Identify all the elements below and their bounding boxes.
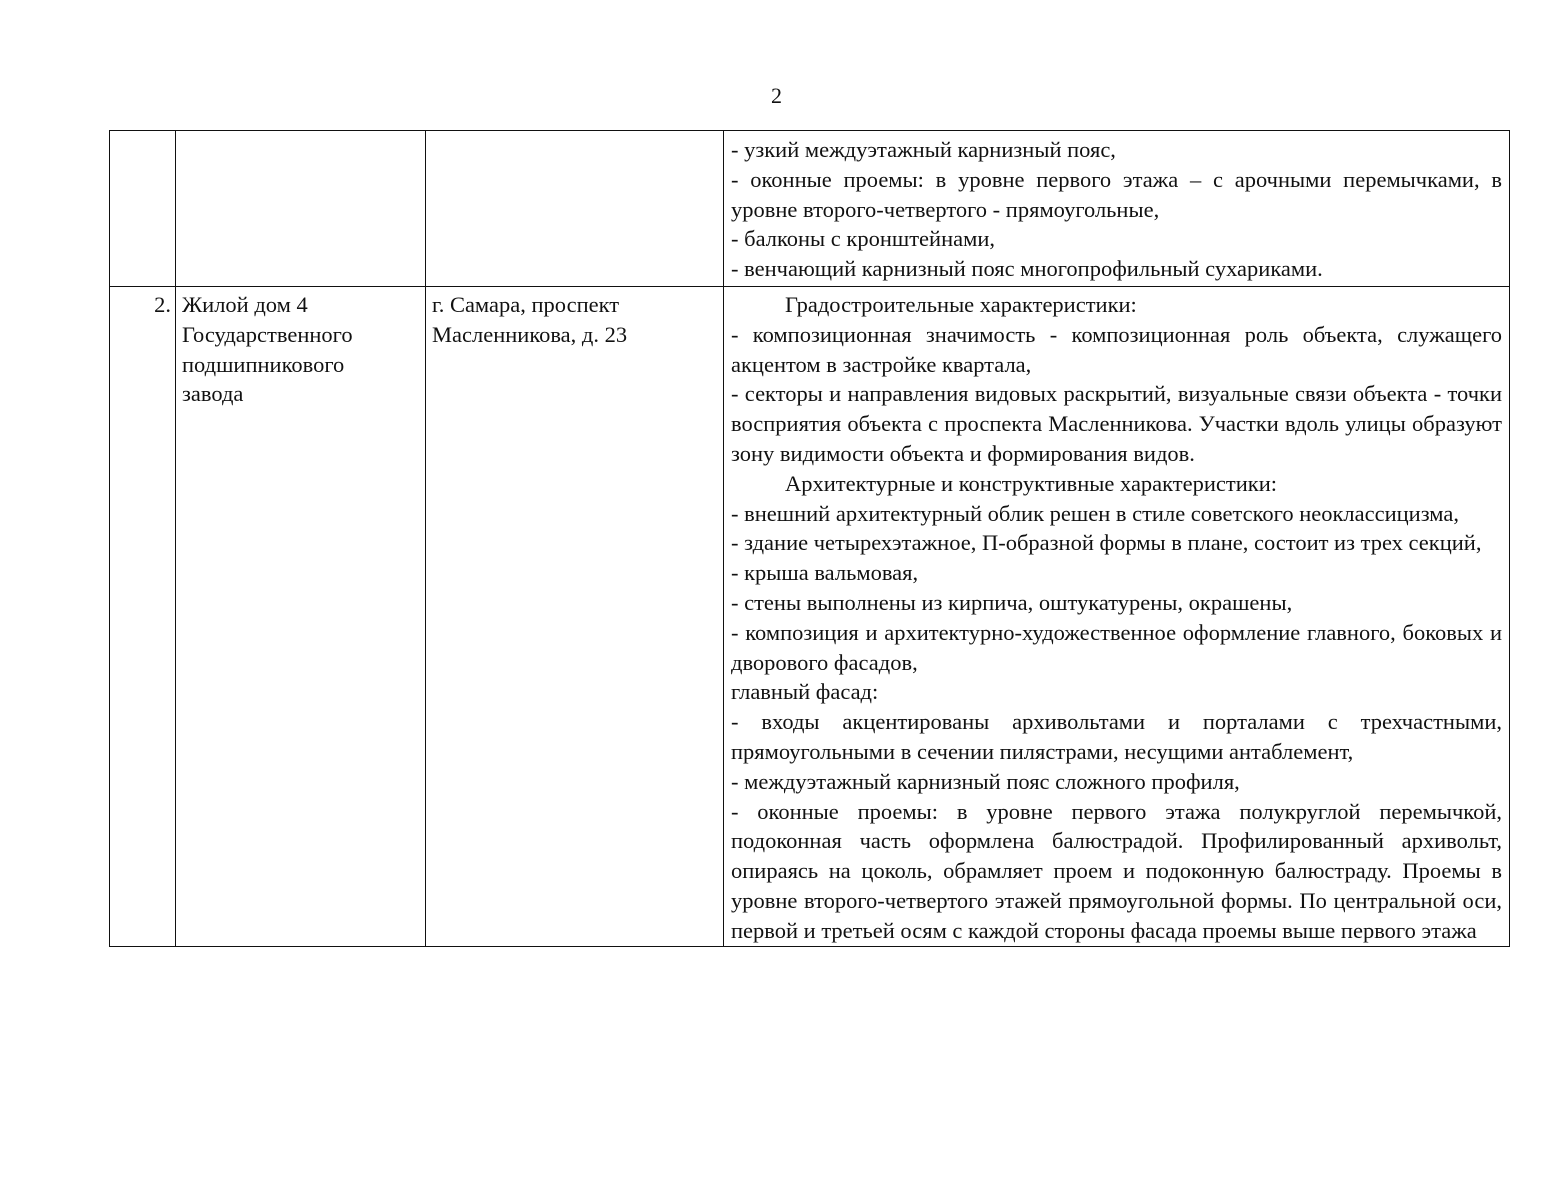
description-paragraph: главный фасад: [731,679,879,705]
description-paragraph: - композиция и архитектурно-художественное оформление главного, боковых и дворового фасадов, [731,619,1502,675]
row-number-cell [110,131,176,287]
monuments-table [109,130,1510,947]
description-paragraph: - венчающий карнизный пояс многопрофильный сухариками. [731,256,1323,282]
description-paragraph: - здание четырехэтажное, П-образной формы в плане, состоит из трех секций, [731,530,1482,556]
object-address-cell [426,286,724,946]
page-number: 2 [771,83,782,108]
object-description-cell [724,286,1510,946]
row-number-cell [110,286,176,946]
section-heading: Архитектурные и конструктивные характеристики: [785,470,1278,496]
description-paragraph: - оконные проемы: в уровне первого этажа полукруглой перемычкой, подоконная часть оформлена балюстрадой. Профилированный архивольт, опираясь на цоколь, обрамляет проем и подоконную балюстраду. Проемы в уровне второго-четвертого этажей прямоугольной формы. По центральной оси, первой и третьей осям с каждой стороны фасада проемы выше первого этажа [731,798,1502,943]
object-name-line: завода [182,381,244,407]
object-name-line: Государственного [182,321,353,347]
object-name-cell [176,286,426,946]
object-name-line: Жилой дом 4 [182,291,308,317]
description-paragraph: - композиционная значимость - композиционная роль объекта, служащего акцентом в застройке квартала, [731,321,1502,377]
description-paragraph: - крыша вальмовая, [731,560,919,586]
object-description-cell [724,131,1510,287]
description-paragraph: - секторы и направления видовых раскрытий, визуальные связи объекта - точки восприятия объекта с проспекта Масленникова. Участки вдоль улицы образуют зону видимости объекта и формирования видов. [731,381,1502,466]
object-address-line: г. Самара, проспект [432,291,620,317]
description-paragraph: - междуэтажный карнизный пояс сложного профиля, [731,768,1240,794]
description-paragraph: - внешний архитектурный облик решен в стиле советского неоклассицизма, [731,500,1459,526]
description-paragraph: - стены выполнены из кирпича, оштукатурены, окрашены, [731,589,1293,615]
table-body [110,131,1510,947]
row-number: 2. [154,291,171,317]
object-address-line: Масленникова, д. 23 [432,321,628,347]
description-paragraph: - балконы с кронштейнами, [731,226,996,252]
table-row [110,286,1510,946]
object-name-cell [176,131,426,287]
object-address-cell [426,131,724,287]
table-row [110,131,1510,287]
object-name-line: подшипникового [182,351,345,377]
description-paragraph: - узкий междуэтажный карнизный пояс, [731,137,1116,162]
section-heading: Градостроительные характеристики: [785,291,1137,317]
description-paragraph: - оконные проемы: в уровне первого этажа – с арочными перемычками, в уровне второго-четвертого - прямоугольные, [731,166,1502,222]
description-paragraph: - входы акцентированы архивольтами и порталами с трехчастными, прямоугольными в сечении пилястрами, несущими антаблемент, [731,709,1502,764]
